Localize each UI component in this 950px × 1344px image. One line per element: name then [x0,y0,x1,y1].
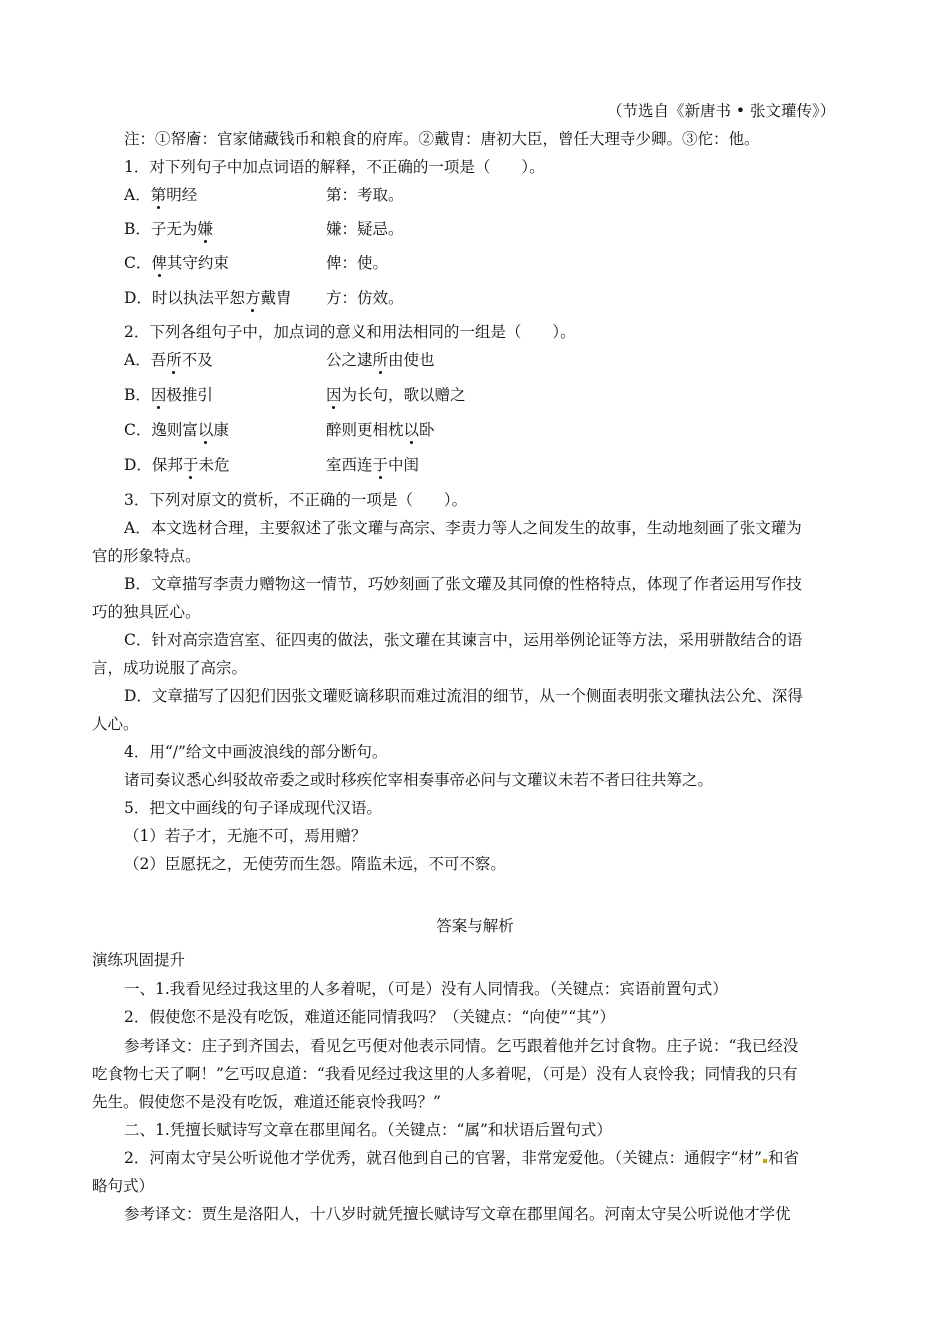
q2-option-d-left: D．保邦于未危 [124,456,230,474]
highlight-mark [763,1159,767,1163]
q2-option-c-left: C．逸则富以康 [124,421,229,439]
answer-2-translation-line1: 参考译文：贾生是洛阳人，十八岁时就凭擅长赋诗写文章在郡里闻名。河南太守吴公听说他才学优 [124,1205,791,1223]
dotted-word: 因 [150,386,167,404]
dotted-word: 以 [197,421,214,439]
answer-1-1: 一、1.我看见经过我这里的人多着呢，（可是）没有人同情我。（关键点：宾语前置句式） [124,980,728,998]
q3-option-d-line2: 人心。 [92,715,139,733]
q3-option-a-line2: 官的形象特点。 [92,547,201,565]
source-line: （节选自《新唐书 • 张文瓘传》） [607,102,836,120]
answer-1-translation-line2: 吃食物七天了啊！”乞丐叹息道：“我看见经过我这里的人多着呢，（可是）没有人哀怜我；同情我的只有 [92,1065,798,1083]
q2-option-b-left: B．因极推引 [124,386,213,404]
q2-option-c-right: 醉则更相枕以卧 [326,421,435,439]
dotted-word: 方 [244,289,261,307]
q5-sentence-1: （1）若子才，无施不可，焉用赠？ [124,827,367,845]
q3-option-c-line2: 言，成功说服了高宗。 [92,659,248,677]
q1-option-a-gloss: 第：考取。 [326,186,404,204]
q3-option-a-line1: A．本文选材合理，主要叙述了张文瓘与高宗、李责力等人之间发生的故事，生动地刻画了张文瓘为 [124,519,802,537]
dotted-word: 第 [150,186,167,204]
q1-option-a: A．第明经 [124,186,198,204]
q1-option-c-gloss: 俾：使。 [326,254,389,272]
q3-option-b-line1: B．文章描写李责力赠物这一情节，巧妙刻画了张文瓘及其同僚的性格特点，体现了作者运用写作技 [124,575,802,593]
q3-option-b-line2: 巧的独具匠心。 [92,603,201,621]
notes: 注：①帑廥：官家储藏钱币和粮食的府库。②戴胄：唐初大臣，曾任大理寺少卿。③佗：他。 [124,130,760,148]
q5-sentence-2: （2）臣愿抚之，无使劳而生怨。隋监未远，不可不察。 [124,855,506,873]
answer-2-2-line2: 略句式） [92,1177,155,1195]
q1-option-d: D．时以执法平恕方戴胄 [124,289,292,307]
q1-option-b-gloss: 嫌：疑忌。 [326,220,404,238]
q2-option-a-right: 公之逮所由使也 [326,351,435,369]
dotted-word: 于 [372,456,389,474]
dotted-word: 于 [182,456,199,474]
q5-stem: 5．把文中画线的句子译成现代汉语。 [124,799,382,817]
q3-option-d-line1: D．文章描写了囚犯们因张文瓘贬谪移职而难过流泪的细节，从一个侧面表明张文瓘执法公允、深得 [124,687,803,705]
answer-title: 答案与解析 [436,917,514,935]
q4-stem: 4．用“/”给文中画波浪线的部分断句。 [124,743,388,761]
q2-option-d-right: 室西连于中闺 [326,456,420,474]
q3-option-c-line1: C．针对高宗造宫室、征四夷的做法，张文瓘在其谏言中，运用举例论证等方法，采用骈散结合的语 [124,631,803,649]
dotted-word: 因 [326,386,342,404]
answer-1-translation-line1: 参考译文：庄子到齐国去，看见乞丐便对他表示同情。乞丐跟着他并乞讨食物。庄子说：“我已经没 [124,1037,799,1055]
answer-1-translation-line3: 先生。假使您不是没有吃饭，难道还能哀怜我吗？” [92,1093,441,1111]
q1-option-c: C．俾其守约束 [124,254,229,272]
dotted-word: 所 [372,351,389,369]
q2-option-b-right: 因为长句，歌以赠之 [326,386,466,404]
answer-2-2-line1: 2．河南太守吴公听说他才学优秀，就召他到自己的官署，非常宠爱他。（关键点：通假字“材” 和省 [124,1149,799,1167]
section-title: 演练巩固提升 [92,951,186,969]
q2-option-a-left: A．吾所不及 [124,351,213,369]
q1-option-d-gloss: 方：仿效。 [326,289,404,307]
q2-stem: 2．下列各组句子中，加点词的意义和用法相同的一组是（ ）。 [124,323,576,341]
dotted-word: 以 [403,421,420,439]
answer-1-2: 2．假使您不是没有吃饭，难道还能同情我吗？（关键点：“向使”“其”） [124,1008,616,1026]
dotted-word: 嫌 [197,220,213,238]
q3-stem: 3．下列对原文的赏析，不正确的一项是（ ）。 [124,491,468,509]
q1-stem: 1．对下列句子中加点词语的解释，不正确的一项是（ ）。 [124,158,545,176]
answer-2-1: 二、1.凭擅长赋诗写文章在郡里闻名。（关键点：“属”和状语后置句式） [124,1121,612,1139]
dotted-word: 俾 [151,254,167,272]
q1-option-b: B．子无为嫌 [124,220,213,238]
dotted-word: 所 [166,351,182,369]
q4-text: 诸司奏议悉心纠驳故帝委之或时移疾佗宰相奏事帝必问与文瓘议未若不者曰往共筹之。 [124,771,714,789]
